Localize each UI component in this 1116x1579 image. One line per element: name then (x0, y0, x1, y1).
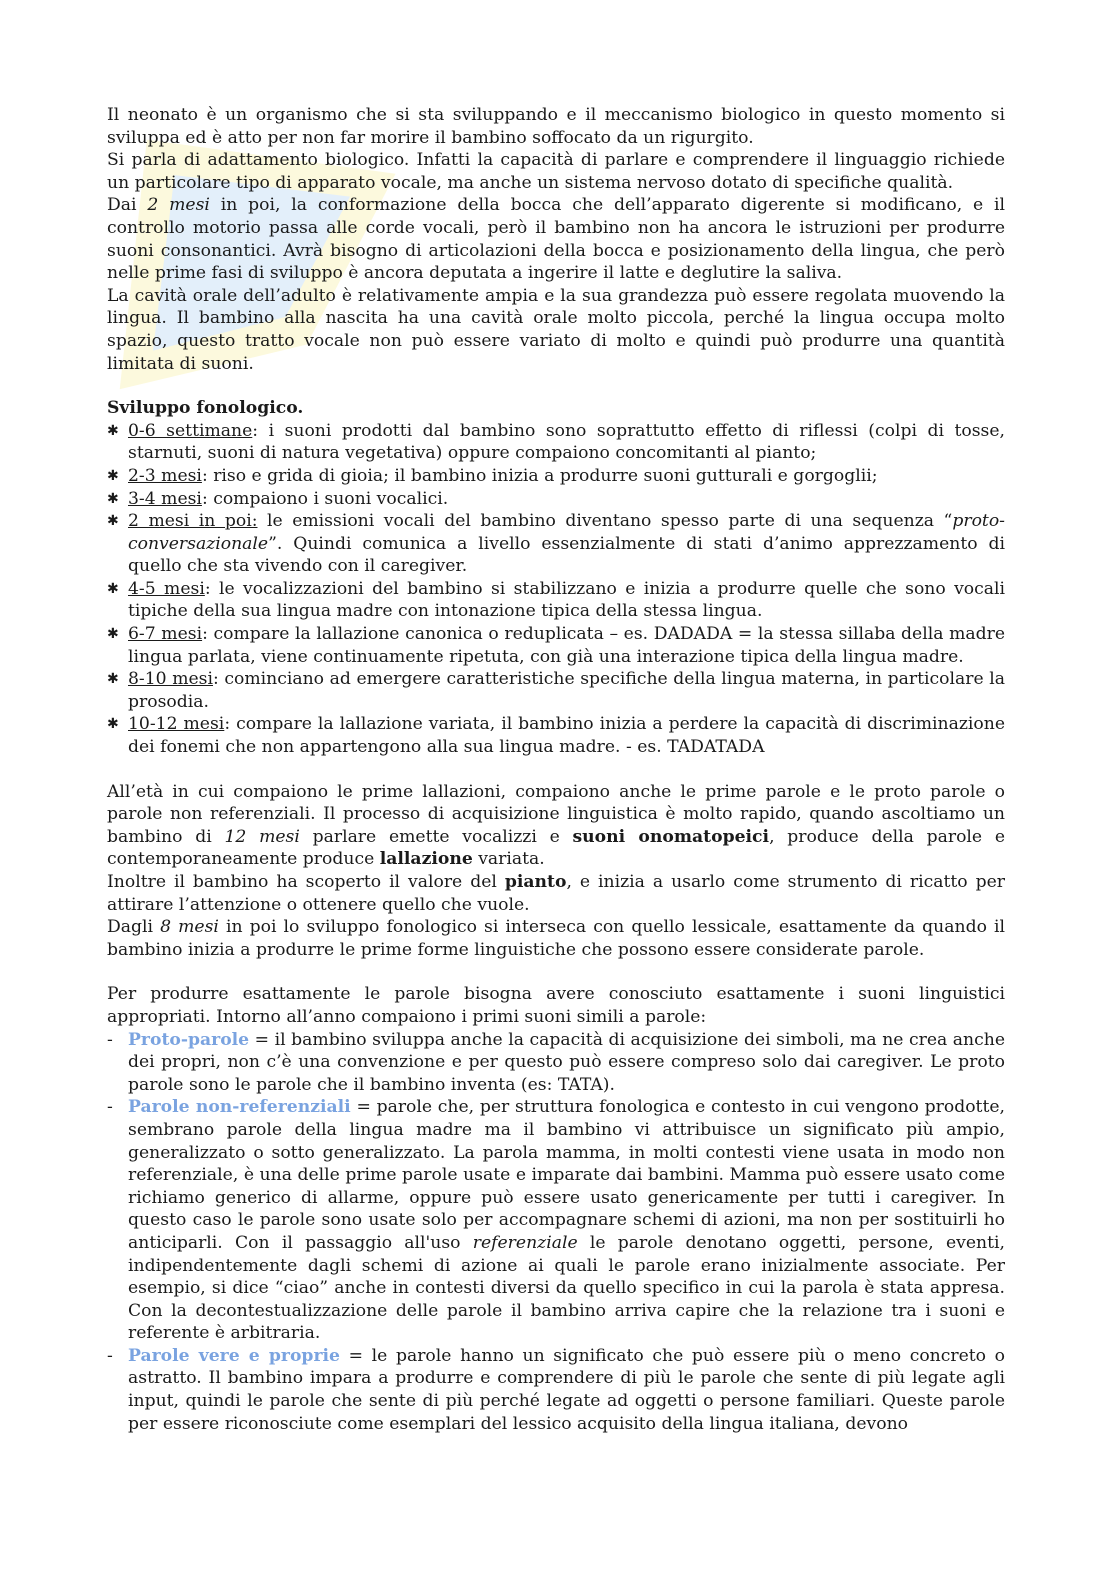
list-item: ✱ 0-6 settimane: i suoni prodotti dal bambino sono soprattutto effetto di riflessi (colpi di tosse, starnuti, suoni di natura vegetativa) oppure compaiono concomitanti al pianto; (107, 420, 1005, 464)
list-item: ✱ 6-7 mesi: compare la lallazione canonica o reduplicata – es. DADADA = la stessa sillaba della madre lingua parlata, viene continuamente ripetuta, con già una interazione tipica della lingua madre. (107, 624, 1005, 667)
section-heading-phono: Sviluppo fonologico. (107, 398, 304, 419)
asterisk-bullet-icon: ✱ (107, 422, 119, 439)
asterisk-bullet-icon: ✱ (107, 513, 119, 530)
phono-list (107, 420, 1005, 759)
lallazioni-paragraph-2: Inoltre il bambino ha scoperto il valore del pianto, e inizia a usarlo come strumento di ricatto per attirare l’attenzione o ottenere quello che vuole. (107, 872, 1006, 915)
parole-intro: Per produrre esattamente le parole bisogna avere conosciuto esattamente i suoni linguistici appropriati. Intorno all’anno compaiono i primi suoni simili a parole: (107, 984, 1005, 1027)
asterisk-bullet-icon: ✱ (107, 626, 119, 643)
list-item: ✱ 8-10 mesi: cominciano ad emergere caratteristiche specifiche della lingua materna, in particolare la prosodia. (107, 669, 1005, 712)
asterisk-bullet-icon: ✱ (107, 716, 119, 733)
lallazioni-paragraph-3: Dagli 8 mesi in poi lo sviluppo fonologico si interseca con quello lessicale, esattamente da quando il bambino inizia a produrre le prime forme linguistiche che possono essere considerate parole. (107, 917, 1005, 960)
list-item: - Parole vere e proprie = le parole hanno un significato che può essere più o meno concreto o astratto. Il bambino impara a produrre e comprendere di più le parole che sente di più legate agli input, quindi le parole che sente di più perché legate ad oggetti o persone familiari. Queste parole per essere riconosciute come esemplari del lessico acquisito della lingua italiana, devono (107, 1345, 1005, 1434)
intro-paragraph-3: Dai 2 mesi in poi, la conformazione della bocca che dell’apparato digerente si modificano, e il controllo motorio passa alle corde vocali, però il bambino non ha ancora le istruzioni per produrre suoni consonantici. Avrà bisogno di articolazioni della bocca e posizionamento della lingua, che però nelle prime fasi di sviluppo è ancora deputata a ingerire il latte e deglutire la saliva. (107, 195, 1005, 284)
intro-paragraph-4: La cavità orale dell’adulto è relativamente ampia e la sua grandezza può essere regolata muovendo la lingua. Il bambino alla nascita ha una cavità orale molto piccola, perché la lingua occupa molto spazio, questo tratto vocale non può essere variato di molto e quindi può produrre una quantità limitata di suoni. (107, 285, 1005, 374)
list-item: ✱ 3-4 mesi: compaiono i suoni vocalici. (107, 488, 449, 509)
dash-bullet-icon: - (107, 1345, 113, 1366)
asterisk-bullet-icon: ✱ (107, 671, 119, 688)
list-item: ✱ 2-3 mesi: riso e grida di gioia; il bambino inizia a produrre suoni gutturali e gorgoglii; (107, 465, 878, 486)
intro-paragraph-2: Si parla di adattamento biologico. Infatti la capacità di parlare e comprendere il linguaggio richiede un particolare tipo di apparato vocale, ma anche un sistema nervoso dotato di specifiche qualità. (107, 150, 1005, 193)
dash-bullet-icon: - (107, 1029, 113, 1050)
intro-paragraph-1: Il neonato è un organismo che si sta sviluppando e il meccanismo biologico in questo momento si sviluppa ed è atto per non far morire il bambino soffocato da un rigurgito. (107, 105, 1005, 148)
list-item: - Parole non-referenziali = parole che, per struttura fonologica e contesto in cui vengono prodotte, sembrano parole della lingua madre ma il bambino vi attribuisce un significato più ampio, generalizzato o sotto generalizzato. La parola mamma, in molti contesti viene usata in modo non referenziale, è una delle prime parole usate e imparate dai bambini. Mamma può essere usato come richiamo generico di allarme, oppure può essere usato genericamente per tutti i caregiver. In questo caso le parole sono usate solo per accompagnare schemi di azioni, ma non per sostituirli ho anticiparli. Con il passaggio all'uso referenziale le parole denotano oggetti, persone, eventi, indipendentemente dagli schemi di azione ai quali le parole erano inizialmente associate. Per esempio, si dice “ciao” anche in contesti diversi da quello specifico in cui la parola è stata appresa. Con la decontestualizzazione delle parole il bambino arriva capire che la relazione tra i suoni e referente è arbitraria. (107, 1097, 1005, 1344)
asterisk-bullet-icon: ✱ (107, 580, 119, 597)
asterisk-bullet-icon: ✱ (107, 490, 119, 507)
list-item: ✱ 4-5 mesi: le vocalizzazioni del bambino si stabilizzano e inizia a produrre quelle che sono vocali tipiche della sua lingua madre con intonazione tipica della stessa lingua. (107, 578, 1005, 622)
list-item: - Proto-parole = il bambino sviluppa anche la capacità di acquisizione dei simboli, ma ne crea anche dei propri, non c’è una convenzione e per questo può essere compreso solo dai caregiver. Le proto parole sono le parole che il bambino inventa (es: TATA). (107, 1029, 1005, 1095)
list-item: ✱ 10-12 mesi: compare la lallazione variata, il bambino inizia a perdere la capacità di discriminazione dei fonemi che non appartengono alla sua lingua madre. - es. TADATADA (107, 714, 1005, 758)
parole-list (107, 1029, 1005, 1436)
lallazioni-paragraph-1: All’età in cui compaiono le prime lallazioni, compaiono anche le prime parole e le proto parole o parole non referenziali. Il processo di acquisizione linguistica è molto rapido, quando ascoltiamo un bambino di 12 mesi parlare emette vocalizzi e suoni onomatopeici, produce della parole e contemporaneamente produce lallazione variata. (107, 781, 1005, 870)
dash-bullet-icon: - (107, 1097, 113, 1118)
asterisk-bullet-icon: ✱ (107, 467, 119, 484)
document-page (107, 104, 1005, 1435)
list-item: ✱ 2 mesi in poi: le emissioni vocali del bambino diventano spesso parte di una sequenza “proto-conversazionale”. Quindi comunica a livello essenzialmente di stati d’animo apprezzamento di quello che sta vivendo con il caregiver. (107, 511, 1005, 577)
